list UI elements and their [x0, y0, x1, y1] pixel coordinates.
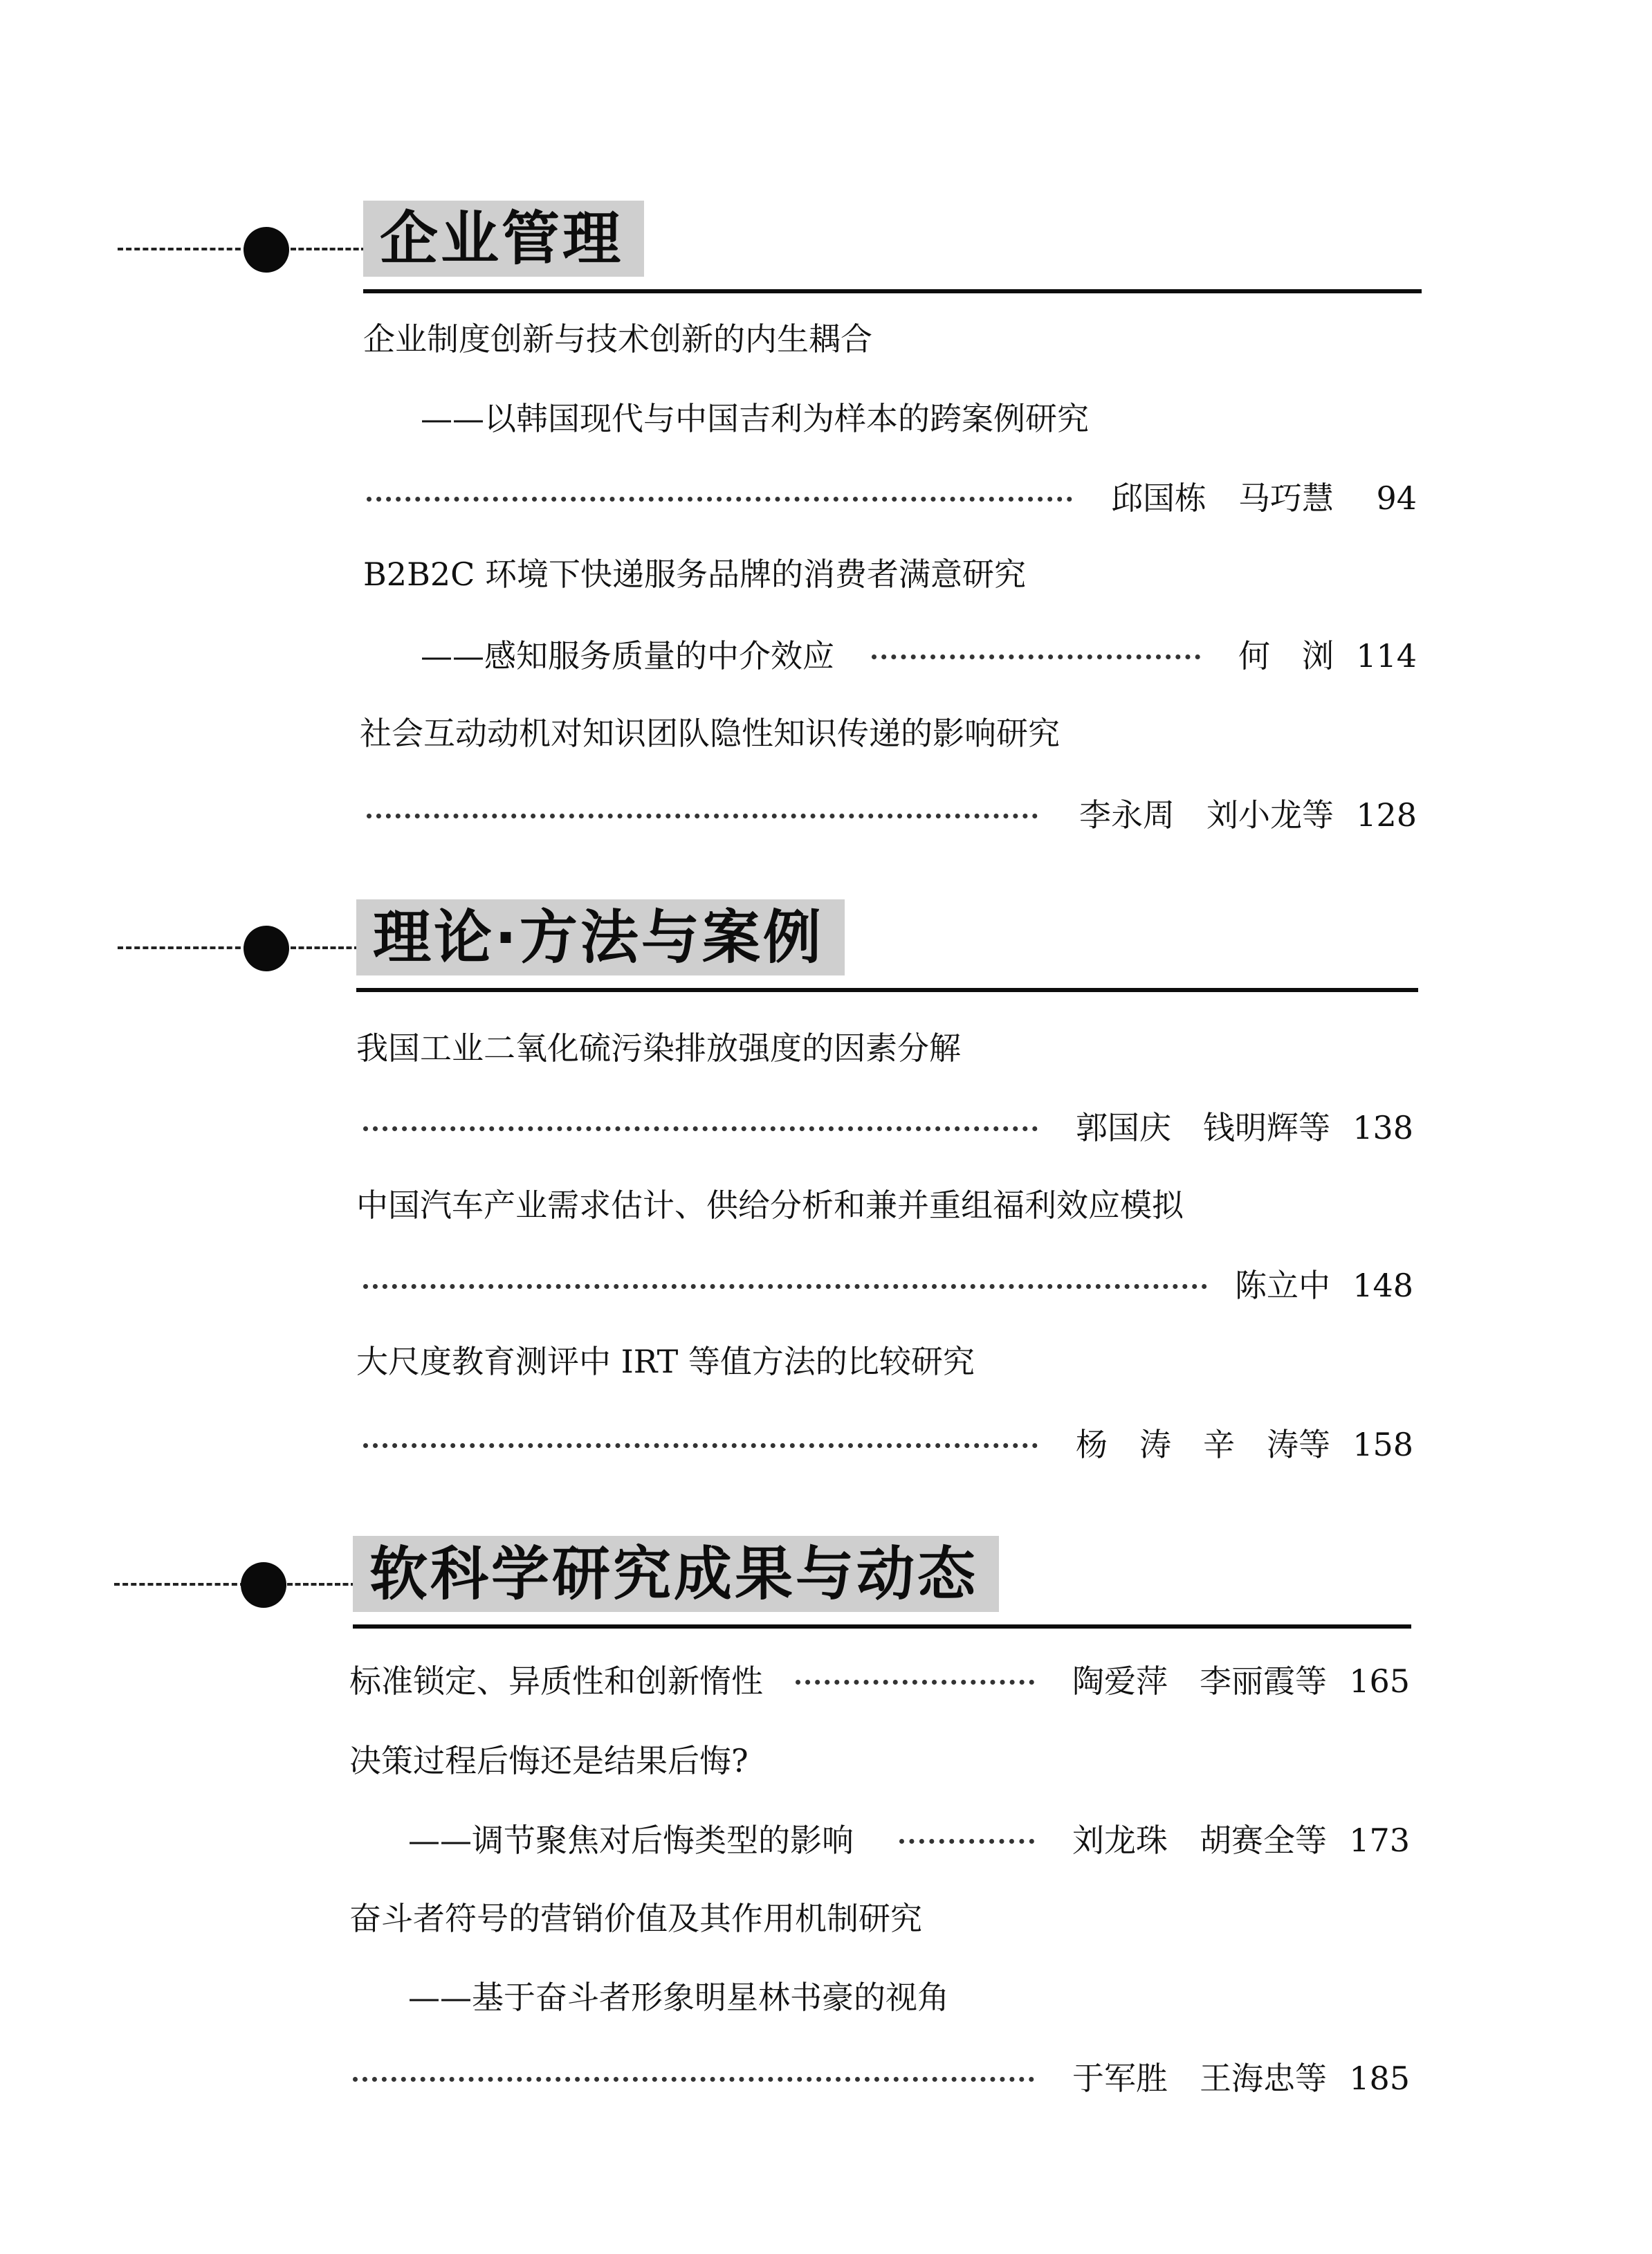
- section-rule: [356, 988, 1418, 992]
- toc-entry-authors: 郭国庆 钱明辉等: [1076, 1109, 1330, 1146]
- section-header-theory-methods-cases: [0, 899, 1453, 996]
- section-heading: 企业管理: [363, 201, 644, 277]
- toc-entry-title: B2B2C 环境下快递服务品牌的消费者满意研究: [363, 556, 1026, 593]
- toc-entry-authors: 李永周 刘小龙等: [1079, 796, 1334, 834]
- toc-entry-page: 94: [1376, 479, 1417, 517]
- dot-leader: [872, 654, 1200, 659]
- bullet-dot-icon: [244, 227, 289, 273]
- toc-entry-page: 138: [1352, 1109, 1413, 1146]
- toc-entry-authors: 于军胜 王海忠等: [1072, 2060, 1327, 2097]
- toc-entry-page: 173: [1349, 1822, 1410, 1859]
- section-rule: [353, 1624, 1411, 1629]
- toc-entry-subtitle: ——基于奋斗者形象明星林书豪的视角: [408, 1979, 949, 2016]
- toc-entry-page: 128: [1356, 796, 1417, 834]
- toc-entry-title: 我国工业二氧化硫污染排放强度的因素分解: [356, 1029, 961, 1067]
- dot-leader: [899, 1839, 1034, 1844]
- dashed-leader-line: [291, 248, 367, 250]
- dot-leader: [367, 497, 1072, 502]
- dashed-leader-line: [114, 1583, 246, 1586]
- toc-entry-page: 114: [1356, 637, 1417, 675]
- toc-entry-title: 标准锁定、异质性和创新惰性: [349, 1662, 763, 1700]
- dot-leader: [363, 1126, 1038, 1131]
- dashed-leader-line: [118, 946, 249, 949]
- toc-entry-title: 社会互动动机对知识团队隐性知识传递的影响研究: [360, 715, 1060, 752]
- toc-entry-authors: 刘龙珠 胡赛全等: [1072, 1822, 1327, 1859]
- toc-entry-subtitle: ——感知服务质量的中介效应: [421, 637, 834, 675]
- dashed-leader-line: [118, 248, 249, 250]
- section-heading: 理论·方法与案例: [356, 899, 845, 975]
- section-header-enterprise-management: [0, 201, 1453, 297]
- dot-leader: [796, 1680, 1034, 1685]
- toc-entry-authors: 陶爱萍 李丽霞等: [1072, 1662, 1327, 1700]
- section-heading: 软科学研究成果与动态: [353, 1536, 999, 1612]
- dot-leader: [367, 814, 1038, 818]
- toc-entry-authors: 陈立中: [1235, 1267, 1330, 1304]
- dashed-leader-line: [287, 1583, 356, 1586]
- toc-entry-title: 决策过程后悔还是结果后悔?: [349, 1742, 749, 1779]
- toc-entry-title: 奋斗者符号的营销价值及其作用机制研究: [349, 1900, 922, 1937]
- toc-entry-authors: 邱国栋 马巧慧: [1111, 479, 1334, 517]
- toc-entry-title: 大尺度教育测评中 IRT 等值方法的比较研究: [356, 1343, 975, 1380]
- toc-entry-authors: 杨 涛 辛 涛等: [1076, 1426, 1330, 1463]
- toc-entry-title: 中国汽车产业需求估计、供给分析和兼并重组福利效应模拟: [356, 1186, 1184, 1224]
- toc-entry-authors: 何 浏: [1238, 637, 1334, 675]
- dot-leader: [363, 1284, 1207, 1289]
- section-header-soft-science: [0, 1536, 1453, 1633]
- section-rule: [363, 289, 1422, 293]
- dot-leader: [363, 1443, 1038, 1448]
- toc-entry-subtitle: ——调节聚焦对后悔类型的影响: [408, 1822, 854, 1859]
- toc-entry-subtitle: ——以韩国现代与中国吉利为样本的跨案例研究: [421, 400, 1089, 437]
- bullet-dot-icon: [241, 1562, 286, 1608]
- toc-entry-page: 158: [1352, 1426, 1413, 1463]
- toc-entry-page: 185: [1349, 2060, 1410, 2097]
- toc-entry-page: 148: [1352, 1267, 1413, 1304]
- dashed-leader-line: [291, 946, 360, 949]
- dot-leader: [353, 2077, 1034, 2082]
- bullet-dot-icon: [244, 926, 289, 971]
- toc-entry-title: 企业制度创新与技术创新的内生耦合: [363, 320, 872, 358]
- toc-entry-page: 165: [1349, 1662, 1410, 1700]
